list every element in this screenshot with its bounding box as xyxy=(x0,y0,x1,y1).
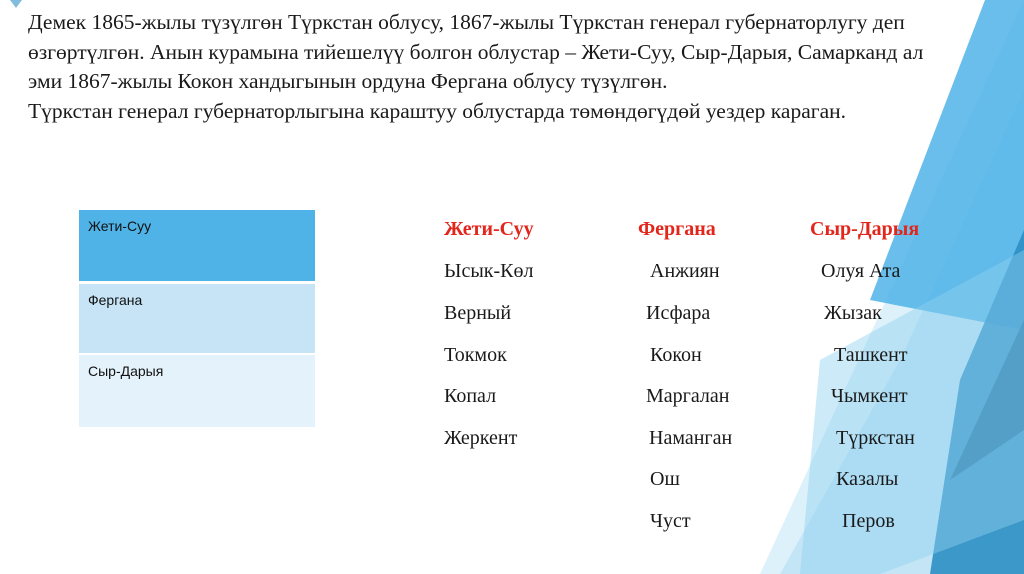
slide-body-text xyxy=(28,8,958,126)
table-cell: Сыр-Дарыя xyxy=(79,354,315,427)
table-row xyxy=(79,354,315,427)
list-item: Жеркент xyxy=(444,427,518,449)
list-item: Кокон xyxy=(650,344,702,366)
list-item: Маргалан xyxy=(646,385,730,407)
paragraph-1: Демек 1865-жылы түзүлгөн Түркстан облусу, 1867-жылы Түркстан генерал губернаторлугу деп өзгөртүлгөн. Анын курамына тийешелүү болгон облустар – Жети-Суу, Сыр-Дарыя, Самарканд ал эми 1867-жылы Кокон хандыгынын ордуна Фергана облусу түзүлгөн. xyxy=(28,10,924,93)
list-item: Чуст xyxy=(650,510,691,532)
list-item: Верный xyxy=(444,302,512,324)
column-header: Жети-Суу xyxy=(444,218,534,240)
paragraph-2: Түркстан генерал губернаторлыгына караштуу облустарда төмөндөгүдөй уездер караган. xyxy=(28,98,847,123)
list-item: Наманган xyxy=(649,427,733,449)
column-header: Фергана xyxy=(638,218,716,240)
list-item: Казалы xyxy=(836,468,899,490)
list-item: Чымкент xyxy=(831,385,908,407)
list-item: Перов xyxy=(842,510,895,532)
table-cell: Фергана xyxy=(79,282,315,354)
list-item: Жызак xyxy=(824,302,882,324)
list-item: Ош xyxy=(650,468,680,490)
list-item: Түркстан xyxy=(836,427,915,449)
list-item: Ташкент xyxy=(834,344,908,366)
table-row xyxy=(79,210,315,282)
list-item: Ысык-Көл xyxy=(444,260,534,282)
table-cell: Жети-Суу xyxy=(79,210,315,282)
list-item: Олуя Ата xyxy=(821,260,901,282)
list-item: Исфара xyxy=(646,302,711,324)
list-item: Токмок xyxy=(444,344,507,366)
list-item: Копал xyxy=(444,385,497,407)
table-row xyxy=(79,282,315,354)
column-header: Сыр-Дарыя xyxy=(810,218,920,240)
list-item: Анжиян xyxy=(650,260,720,282)
region-table xyxy=(79,210,315,427)
